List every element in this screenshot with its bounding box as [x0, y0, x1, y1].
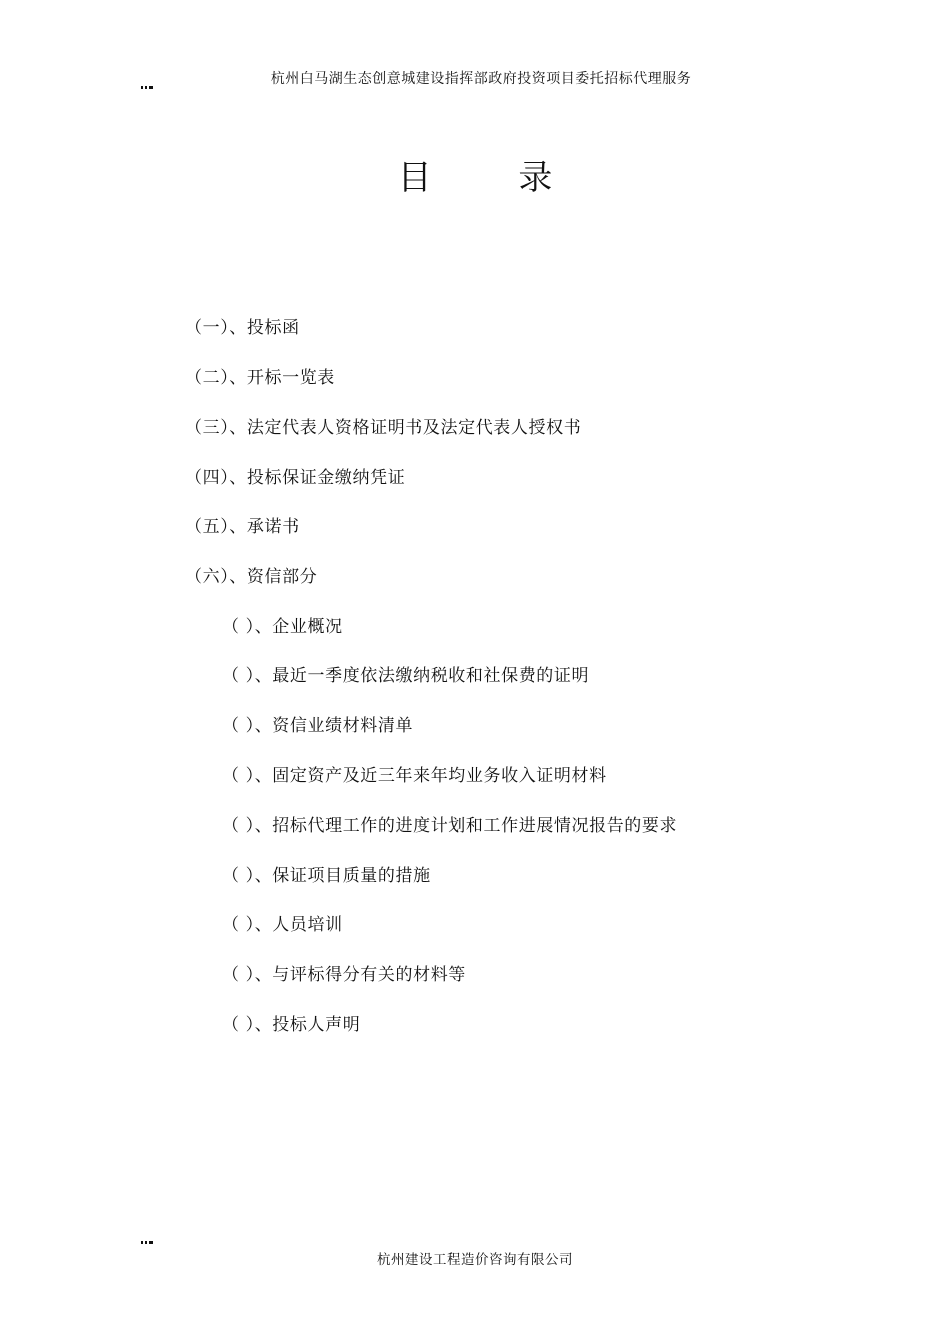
- toc-subitem[interactable]: （ ）、最近一季度依法缴纳税收和社保费的证明: [222, 666, 590, 686]
- toc-item[interactable]: （二）、开标一览表: [185, 368, 335, 388]
- toc-subitem[interactable]: （ ）、固定资产及近三年来年均业务收入证明材料: [222, 766, 607, 786]
- toc-item[interactable]: （三）、法定代表人资格证明书及法定代表人授权书: [185, 418, 582, 438]
- toc-subitem[interactable]: （ ）、企业概况: [222, 617, 343, 637]
- footer-mark: [141, 1241, 153, 1244]
- toc-item[interactable]: （六）、资信部分: [185, 567, 318, 587]
- toc-title: 目 录: [397, 158, 591, 198]
- footer-company: 杭州建设工程造价咨询有限公司: [377, 1252, 573, 1268]
- toc-item[interactable]: （五）、承诺书: [185, 517, 300, 537]
- toc-subitem[interactable]: （ ）、资信业绩材料清单: [222, 716, 414, 736]
- toc-subitem[interactable]: （ ）、投标人声明: [222, 1015, 361, 1035]
- toc-subitem[interactable]: （ ）、人员培训: [222, 915, 343, 935]
- toc-item[interactable]: （一）、投标函: [185, 318, 300, 338]
- toc-subitem[interactable]: （ ）、招标代理工作的进度计划和工作进展情况报告的要求: [222, 816, 678, 836]
- toc-item[interactable]: （四）、投标保证金缴纳凭证: [185, 468, 406, 488]
- page-header-title: 杭州白马湖生态创意城建设指挥部政府投资项目委托招标代理服务: [270, 71, 692, 87]
- toc-subitem[interactable]: （ ）、与评标得分有关的材料等: [222, 965, 466, 985]
- toc-subitem[interactable]: （ ）、保证项目质量的措施: [222, 866, 431, 886]
